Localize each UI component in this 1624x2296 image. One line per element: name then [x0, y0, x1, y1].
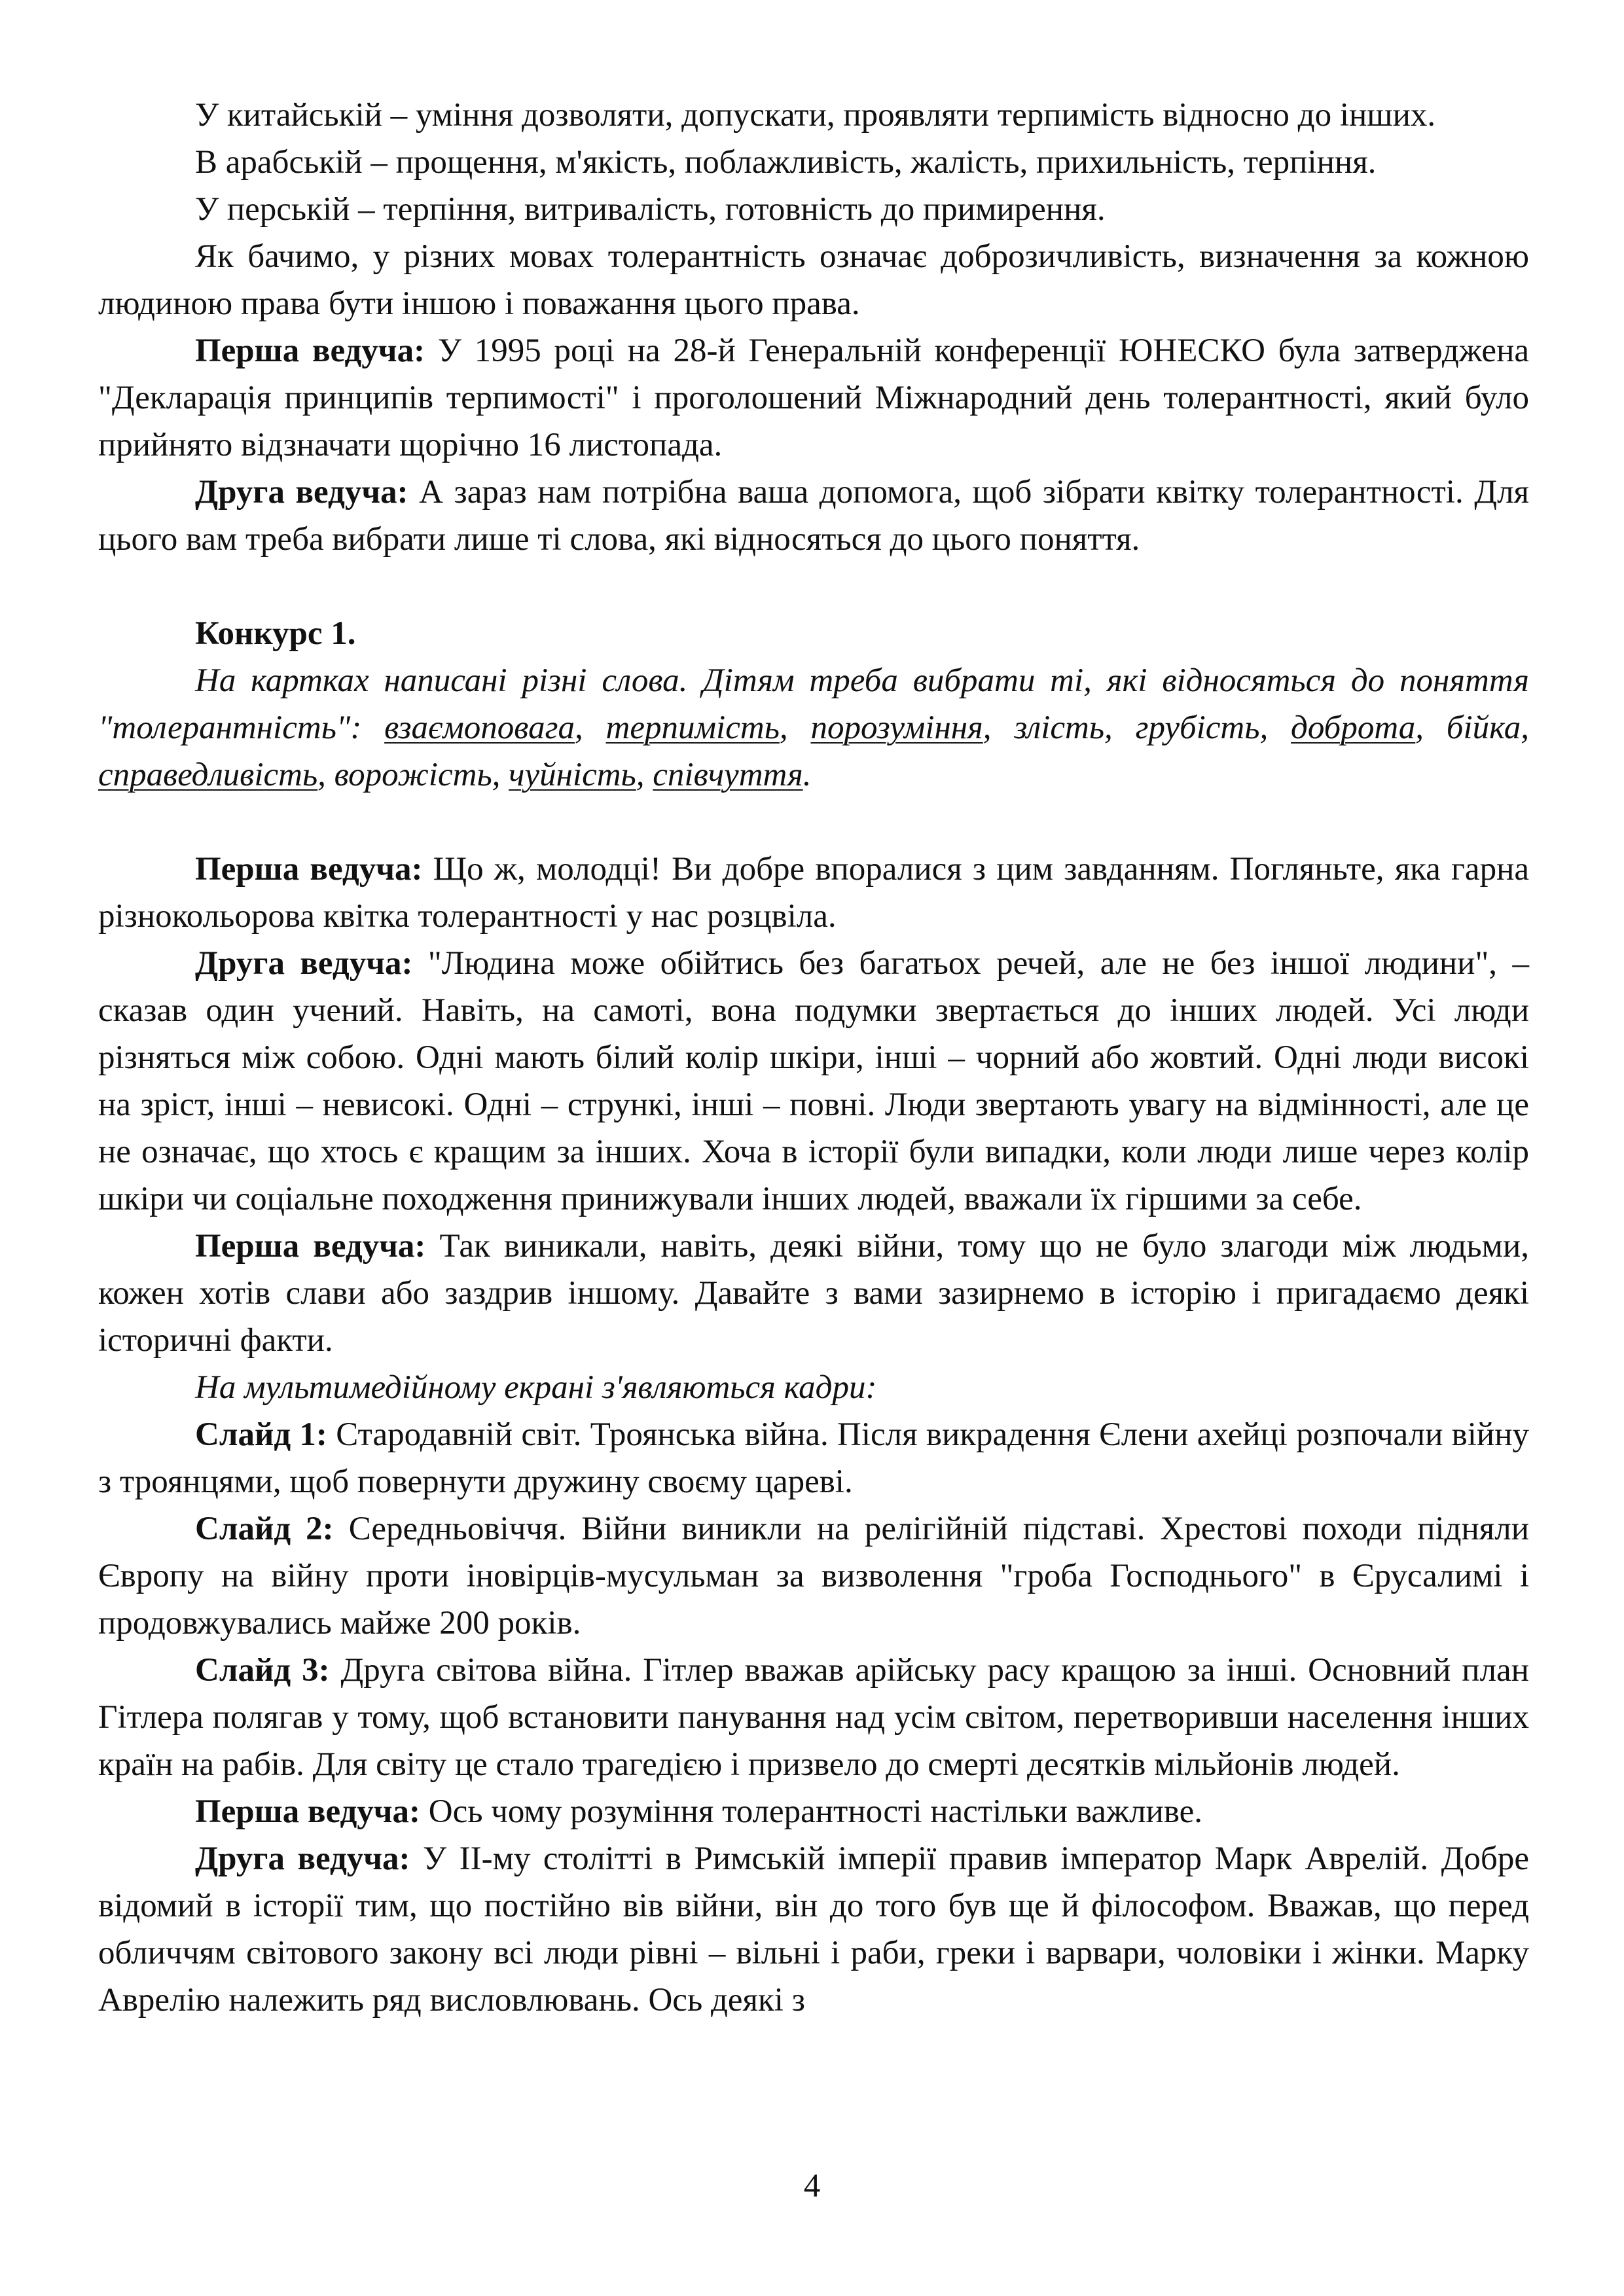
paragraph-importance: Перша ведуча: Ось чому розуміння толерантності настільки важливе.	[195, 1793, 1202, 1830]
paragraph-slide-1: Слайд 1: Стародавній світ. Троянська війна. Після викрадення Єлени ахейці розпочали війну з троянцями, щоб повернути дружину своєму цареві.	[98, 1416, 1529, 1500]
stage-direction: На мультимедійному екрані з'являються кадри:	[195, 1369, 877, 1406]
word-underlined: терпимість	[605, 709, 780, 746]
speaker-label: Перша ведуча:	[195, 1228, 426, 1265]
paragraph-chinese: У китайській – уміння дозволяти, допускати, проявляти терпимість відносно до інших.	[195, 97, 1436, 134]
contest-title: Конкурс 1.	[195, 615, 356, 652]
speaker-label: Друга ведуча:	[195, 474, 408, 511]
paragraph-well-done: Перша ведуча: Що ж, молодці! Ви добре впоралися з цим завданням. Погляньте, яка гарна різнокольорова квітка толерантності у нас розцвіла.	[98, 851, 1529, 935]
paragraph-help: Друга ведуча: А зараз нам потрібна ваша допомога, щоб зібрати квітку толерантності. Для цього вам треба вибрати лише ті слова, які відносяться до цього поняття.	[98, 474, 1529, 558]
speaker-label: Друга ведуча:	[195, 945, 413, 982]
contest-description: На картках написані різні слова. Дітям треба вибрати ті, які відносяться до поняття "толерантність": взаємоповага, терпимість, порозуміння, злість, грубість, доброта, бійка, справедливість, ворожість, чуйність, співчуття.	[98, 662, 1530, 793]
slide-label: Слайд 3:	[195, 1652, 330, 1689]
paragraph-differences: Друга ведуча: "Людина може обійтись без багатьох речей, але не без іншої людини", – сказав один учений. Навіть, на самоті, вона подумки звертається до інших людей. Усі люди різняться між собою. Одні мають білий колір шкіри, інші – чорний або жовтий. Одні люди високі на зріст, інші – невисокі. Одні – стрункі, інші – повні. Люди звертають увагу на відмінності, але це не означає, що хтось є кращим за інших. Хоча в історії були випадки, коли люди лише через колір шкіри чи соціальне походження принижували інших людей, вважали їх гіршими за себе.	[98, 945, 1529, 1217]
word-underlined: чуйність	[509, 757, 636, 793]
paragraph-unesco: Перша ведуча: У 1995 році на 28-й Генеральній конференції ЮНЕСКО була затверджена "Декларація принципів терпимості" і проголошений Міжнародний день толерантності, який було прийнято відзначати щорічно 16 листопада.	[98, 332, 1529, 463]
paragraph-persian: У перській – терпіння, витривалість, готовність до примирення.	[195, 191, 1106, 228]
slide-label: Слайд 1:	[195, 1416, 327, 1453]
spacer	[98, 563, 1529, 610]
paragraph-slide-3: Слайд 3: Друга світова війна. Гітлер вважав арійську расу кращою за інші. Основний план Гітлера полягав у тому, щоб встановити панування над усім світом, перетворивши населення інших країн на рабів. Для світу це стало трагедією і призвело до смерті десятків мільйонів людей.	[98, 1652, 1529, 1783]
speaker-label: Перша ведуча:	[195, 851, 423, 888]
word-underlined: доброта	[1291, 709, 1416, 746]
speaker-label: Перша ведуча:	[195, 332, 425, 369]
word-underlined: співчуття	[653, 757, 803, 793]
spacer	[98, 798, 1529, 846]
word-underlined: порозуміння	[810, 709, 983, 746]
word-underlined: справедливість	[98, 757, 318, 793]
speaker-label: Друга ведуча:	[195, 1840, 410, 1877]
slide-label: Слайд 2:	[195, 1511, 334, 1547]
paragraph-wars: Перша ведуча: Так виникали, навіть, деякі війни, тому що не було злагоди між людьми, кожен хотів слави або заздрив іншому. Давайте з вами зазирнемо в історію і пригадаємо деякі історичні факти.	[98, 1228, 1529, 1359]
speaker-label: Перша ведуча:	[195, 1793, 421, 1830]
paragraph-slide-2: Слайд 2: Середньовіччя. Війни виникли на релігійній підставі. Хрестові походи підняли Європу на війну проти іновірців-мусульман за визволення "гроба Господнього" в Єрусалимі і продовжувались майже 200 років.	[98, 1511, 1529, 1641]
page-number: 4	[803, 2168, 821, 2204]
paragraph-arabic: В арабській – прощення, м'якість, поблажливість, жалість, прихильність, терпіння.	[195, 144, 1377, 181]
paragraph-summary: Як бачимо, у різних мовах толерантність означає доброзичливість, визначення за кожною людиною права бути іншою і поважання цього права.	[98, 238, 1529, 322]
paragraph-marcus-aurelius: Друга ведуча: У ІІ-му столітті в Римській імперії правив імператор Марк Аврелій. Добре відомий в історії тим, що постійно вів війни, він до того був ще й філософом. Вважав, що перед обличчям світового закону всі люди рівні – вільні і раби, греки і варвари, чоловіки і жінки. Марку Аврелію належить ряд висловлювань. Ось деякі з	[98, 1840, 1529, 2018]
word-underlined: взаємоповага	[384, 709, 575, 746]
